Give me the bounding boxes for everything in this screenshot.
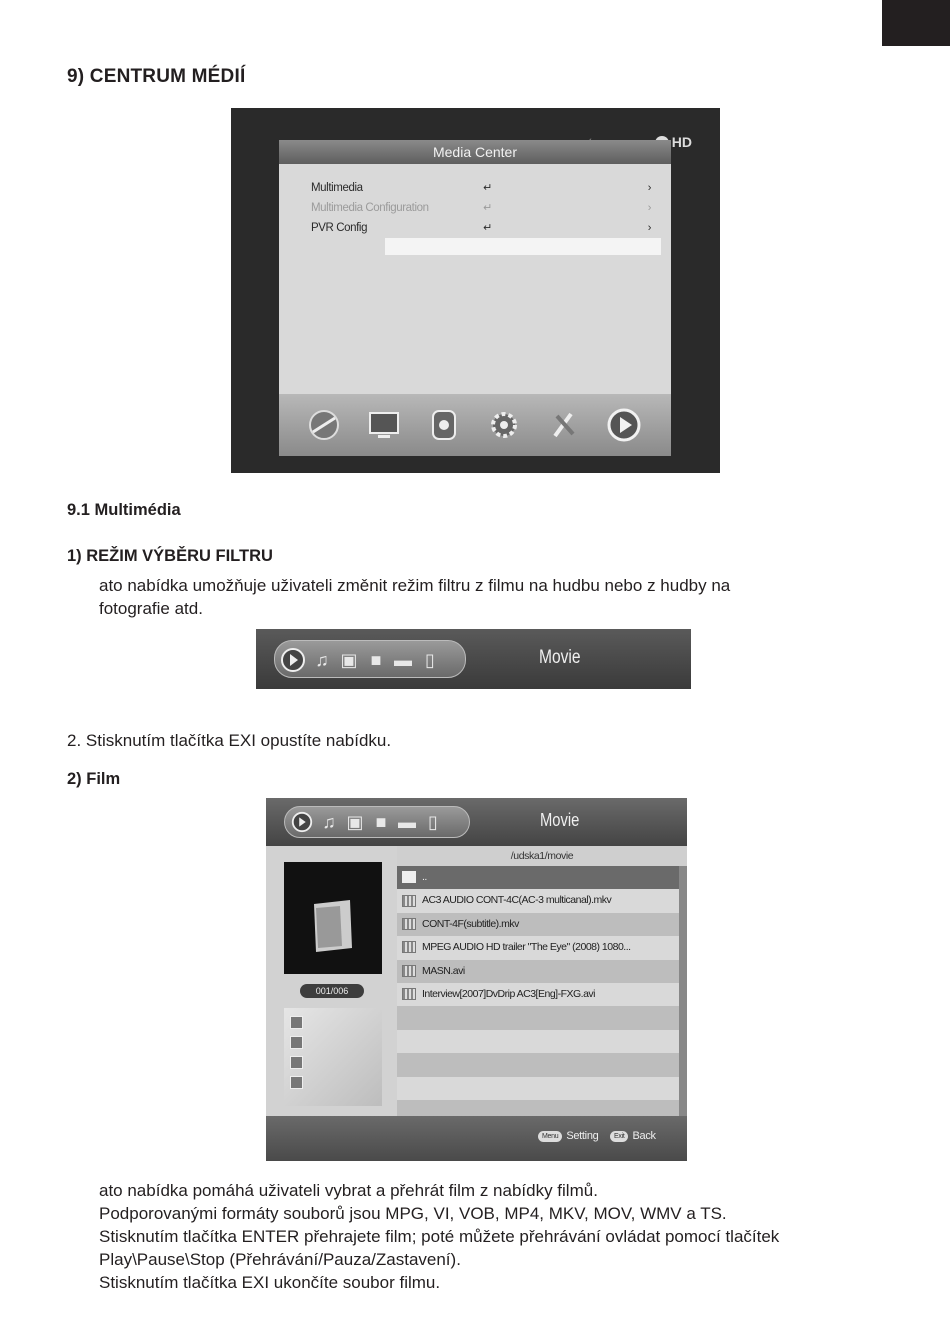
file-row[interactable]: .. xyxy=(397,866,679,889)
film-description-line-2: Podporovanými formáty souborů jsou MPG, VI, VOB, MP4, MKV, MOV, WMV a TS. xyxy=(99,1204,727,1223)
empty-row xyxy=(397,1077,679,1100)
movie-browser-screenshot xyxy=(266,798,687,1161)
hd-label: HD xyxy=(671,134,692,150)
empty-row xyxy=(397,1053,679,1076)
media-center-play-icon[interactable] xyxy=(605,406,643,444)
chevron-right-icon: › xyxy=(647,222,651,234)
file-row[interactable]: AC3 AUDIO CONT-4C(AC-3 multicanal).mkv xyxy=(397,889,679,912)
enter-icon: ↵ xyxy=(483,202,492,214)
exit-back-hint[interactable] xyxy=(610,1130,656,1142)
page-title: 9) CENTRUM MÉDIÍ xyxy=(67,66,246,87)
movie-browser-footer xyxy=(266,1116,687,1161)
folder-icon[interactable]: ▬ xyxy=(398,811,416,832)
current-path: /udska1/movie xyxy=(397,846,687,866)
folder-icon[interactable]: ▬ xyxy=(394,649,412,670)
chevron-right-icon: › xyxy=(647,202,651,214)
ebook-icon[interactable]: ▯ xyxy=(425,649,435,670)
filter-mode-label: Movie xyxy=(539,647,581,668)
filter-description-line-1: ato nabídka umožňuje uživateli změnit režim filtru z filmu na hudbu nebo z hudby na xyxy=(99,576,731,595)
menu-item-pvr-config[interactable]: PVR Config ↵ › xyxy=(311,218,651,238)
section-heading-film: 2) Film xyxy=(67,770,121,788)
media-icon[interactable] xyxy=(425,406,463,444)
folder-icon xyxy=(402,871,416,883)
film-file-icon xyxy=(402,895,416,907)
section-heading-multimedia: 9.1 Multimédia xyxy=(67,501,181,519)
file-row[interactable]: CONT-4F(subtitle).mkv xyxy=(397,913,679,936)
file-info-panel xyxy=(284,1008,382,1106)
file-list xyxy=(397,866,679,1116)
filter-description-line-2: fotografie atd. xyxy=(99,599,203,618)
enter-icon: ↵ xyxy=(483,182,492,194)
ebook-icon[interactable]: ▯ xyxy=(428,811,438,832)
main-menu-icon-bar xyxy=(279,394,671,456)
file-row[interactable]: MASN.avi xyxy=(397,960,679,983)
info-person-icon xyxy=(290,1036,303,1049)
exit-instruction: 2. Stisknutím tlačítka EXI opustíte nabídku. xyxy=(67,731,392,750)
film-description-line-1: ato nabídka pomáhá uživateli vybrat a přehrát film z nabídky filmů. xyxy=(99,1181,598,1200)
file-row[interactable]: Interview[2007]DvDrip AC3[Eng]-FXG.avi xyxy=(397,983,679,1006)
page-corner-tab xyxy=(882,0,950,46)
film-description-line-3: Stisknutím tlačítka ENTER přehrajete film; poté můžete přehrávání ovládat pomocí tlačítek xyxy=(99,1227,780,1246)
film-description-line-4: Play\Pause\Stop (Přehrávání/Pauza/Zastavení). xyxy=(99,1250,461,1269)
movie-icon[interactable] xyxy=(290,809,314,835)
movie-browser-header xyxy=(266,798,687,846)
menu-key-icon: Menu xyxy=(538,1131,562,1142)
empty-row xyxy=(397,1006,679,1029)
scrollbar[interactable] xyxy=(679,866,687,1116)
film-file-icon xyxy=(402,941,416,953)
film-file-icon xyxy=(402,988,416,1000)
photo-icon[interactable]: ▣ xyxy=(340,649,358,670)
enter-icon: ↵ xyxy=(483,222,492,234)
exit-hint-label: Back xyxy=(632,1130,656,1142)
film-file-icon xyxy=(402,918,416,930)
media-center-title: Media Center xyxy=(279,140,671,164)
file-counter: 001/006 xyxy=(300,984,364,998)
menu-item-multimedia[interactable]: Multimedia ↵ › xyxy=(311,178,651,198)
movie-icon[interactable] xyxy=(280,646,306,674)
file-row[interactable]: MPEG AUDIO HD trailer "The Eye" (2008) 1080... xyxy=(397,936,679,959)
tools-icon[interactable] xyxy=(545,406,583,444)
tv-icon[interactable] xyxy=(365,406,403,444)
film-file-icon xyxy=(402,965,416,977)
photo-icon[interactable]: ▣ xyxy=(346,811,364,832)
filter-mode-label: Movie xyxy=(540,810,580,830)
settings-gear-icon[interactable] xyxy=(485,406,523,444)
music-icon[interactable]: ♫ xyxy=(315,649,329,670)
chevron-right-icon: › xyxy=(647,182,651,194)
video-camera-icon[interactable]: ■ xyxy=(375,811,387,832)
menu-setting-hint[interactable] xyxy=(538,1130,598,1142)
media-center-panel xyxy=(279,140,671,394)
empty-highlight-field xyxy=(385,238,661,255)
preview-panel xyxy=(266,846,397,1116)
satellite-icon[interactable] xyxy=(305,406,343,444)
empty-row xyxy=(397,1030,679,1053)
menu-item-multimedia-configuration[interactable]: Multimedia Configuration ↵ › xyxy=(311,198,651,218)
filter-bar-screenshot xyxy=(256,629,691,689)
folder-preview-icon xyxy=(284,862,382,974)
exit-key-icon: Exit xyxy=(610,1131,628,1142)
info-mail-icon xyxy=(290,1016,303,1029)
music-icon[interactable]: ♫ xyxy=(322,811,336,832)
info-box-icon xyxy=(290,1056,303,1069)
preview-thumbnail xyxy=(284,862,382,974)
menu-hint-label: Setting xyxy=(566,1130,599,1142)
empty-row xyxy=(397,1100,679,1116)
film-description-line-5: Stisknutím tlačítka EXI ukončíte soubor filmu. xyxy=(99,1273,441,1292)
section-heading-filter: 1) REŽIM VÝBĚRU FILTRU xyxy=(67,547,273,565)
video-camera-icon[interactable]: ■ xyxy=(370,649,382,670)
info-user-icon xyxy=(290,1076,303,1089)
media-center-screenshot xyxy=(231,108,720,473)
